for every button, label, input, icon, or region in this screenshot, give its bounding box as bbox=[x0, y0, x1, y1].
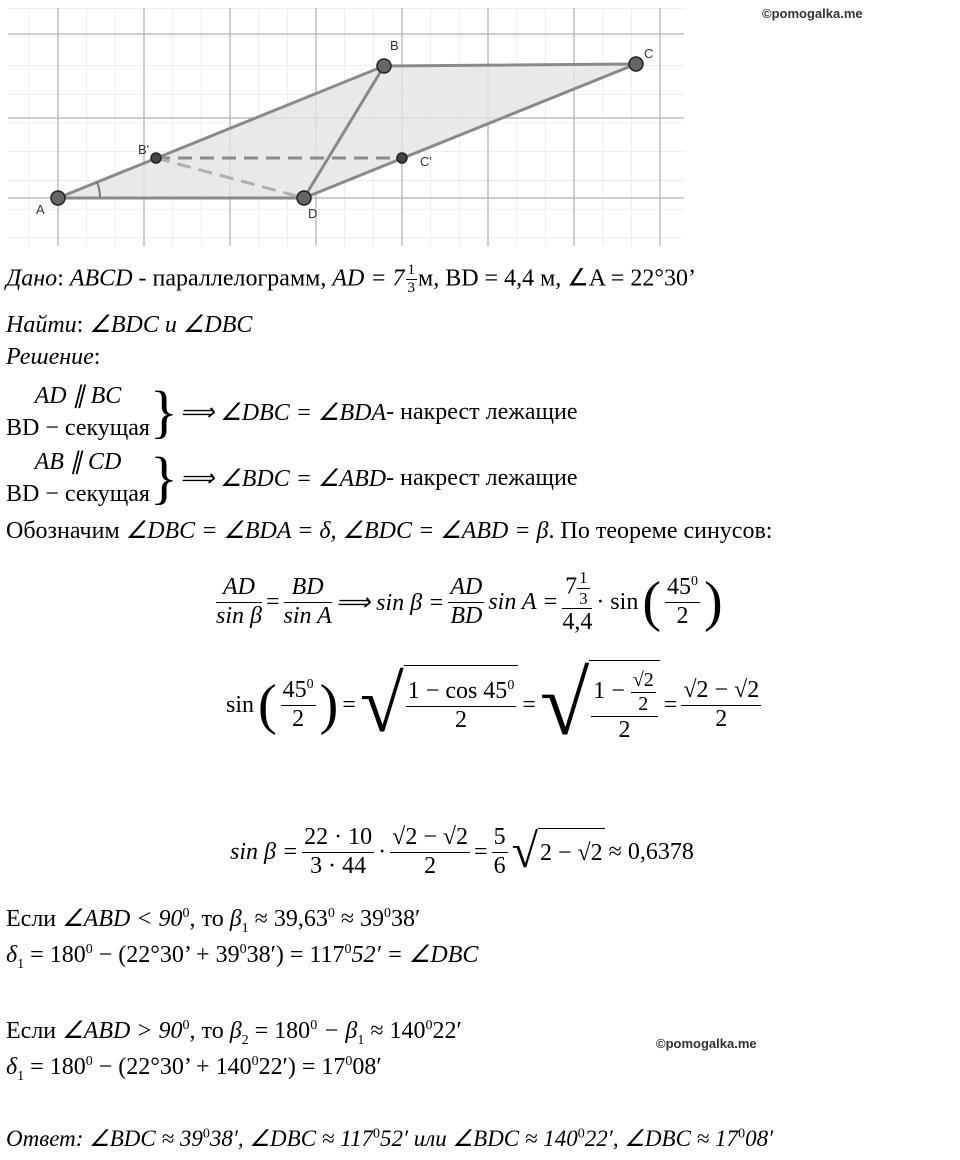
delta-2: $\delta_1 = 180^0 - (22^\circ 30$’ + $140^022') = 17^008'$ bbox=[6, 1054, 382, 1084]
point-c1 bbox=[397, 153, 407, 163]
point-b bbox=[377, 59, 391, 73]
label-a: A bbox=[36, 202, 45, 217]
denote-line: Обозначим ∠DBC = ∠BDA = δ, ∠BDC = ∠ABD = β. По теореме синусов: bbox=[6, 518, 773, 544]
label-d: D bbox=[308, 206, 318, 221]
formula-sine-law: $\frac{AD}{\text{sin β}}$ = $\frac{BD}{\text{sin A}}$ ⟹ sin β = $\frac{AD}{BD}$ sin A = 7 $\frac{1}{3}$ 4,4 · sin ( $\frac{45^0}{2}$ ) bbox=[216, 568, 723, 636]
label-c: C bbox=[644, 46, 654, 61]
case-2: Если ∠ABD > $90^0$, то $\beta_2 = 180^0 - \beta_1 \approx 140^022'$ bbox=[6, 1018, 462, 1048]
label-b: B bbox=[390, 38, 399, 53]
delta-1: $\delta_1 = 180^0 - (22^\circ 30$’ + $39^038') = 117^052'$ = ∠DBC bbox=[6, 942, 479, 972]
label-b1: B' bbox=[138, 142, 150, 157]
label-c1: C' bbox=[420, 154, 432, 169]
watermark-mid: ©pomogalka.me bbox=[656, 1036, 757, 1051]
point-b1 bbox=[151, 153, 161, 163]
find-line: Найти: ∠BDC и ∠DBC bbox=[6, 312, 253, 338]
system-1: AD ∥ BC BD − секущая } ⟹ ∠DBC = ∠BDA - накрест лежащие bbox=[6, 379, 578, 445]
point-d bbox=[297, 191, 311, 205]
formula-half-angle: sin ( $\frac{45^0}{2}$ ) = √ $\frac{1 - \cos 45^0}{2}$ = √ 1 − $\frac{√2}{2}$ 2 = $\frac{√2 - √2}{2}$ bbox=[226, 655, 760, 754]
answer-line: Ответ: ∠BDC ≈ $39^038'$, ∠DBC ≈ $117^052'$ или ∠BDC ≈ $140^022'$, ∠DBC ≈ $17^008'$ bbox=[6, 1126, 774, 1151]
solution-label: Решение: bbox=[6, 344, 101, 370]
watermark-top: ©pomogalka.me bbox=[762, 6, 863, 21]
formula-sin-beta: sin β = $\frac{22 \cdot 10}{3 \cdot 44}$ · $\frac{√2 - √2}{2}$ = $\frac{5}{6}$ √ 2 − √2 ≈ 0,6378 bbox=[230, 824, 694, 879]
point-c bbox=[629, 57, 643, 71]
parallelogram-figure bbox=[0, 0, 690, 250]
given-line: Дано: ABCD - параллелограмм, AD = 7 $\frac{1}{3}$ м, BD = 4,4 м, ∠A = 22°30’ bbox=[6, 262, 696, 297]
case-1: Если ∠ABD < $90^0$, то $\beta_1 \approx 39,63^0 \approx 39^038'$ bbox=[6, 906, 421, 936]
system-2: AB ∥ CD BD − секущая } ⟹ ∠BDC = ∠ABD - накрест лежащие bbox=[6, 445, 578, 511]
point-a bbox=[51, 191, 65, 205]
